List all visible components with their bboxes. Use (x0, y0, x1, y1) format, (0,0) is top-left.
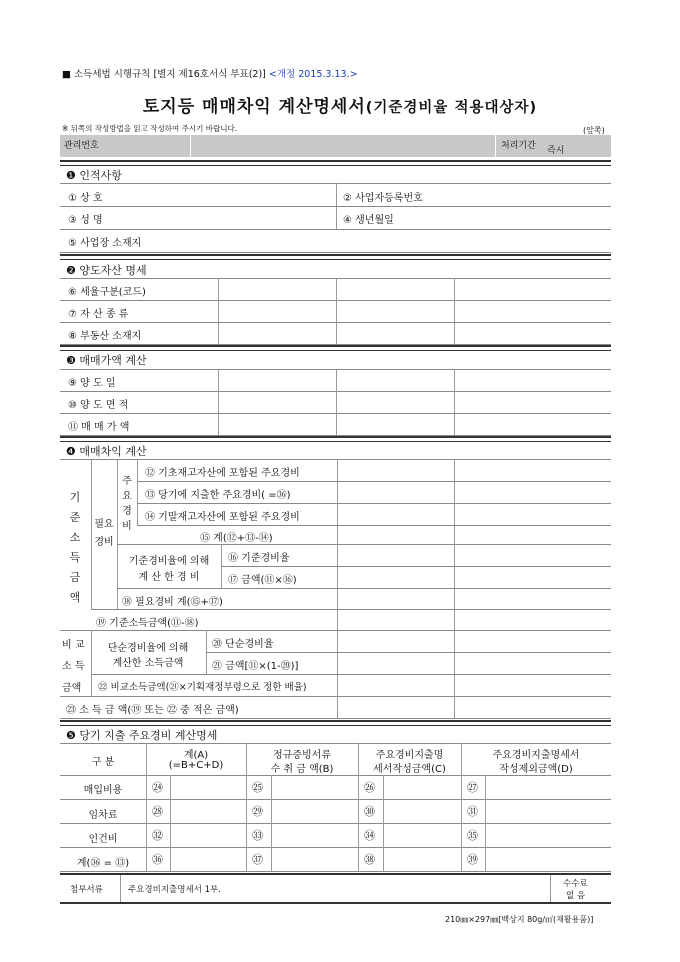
revision-link[interactable]: <개정 2015.3.13.> (268, 69, 358, 80)
col-c-header-2: 세서작성금액(C) (373, 764, 446, 775)
row-16-label: ⑯ 기준경비율 (228, 553, 290, 564)
cell-33: ㉝ (252, 829, 263, 842)
section-divider (60, 720, 611, 726)
cell-34: ㉞ (364, 829, 375, 842)
law-reference: ■ 소득세법 시행규칙 [별지 제16호서식 부표(2)] (62, 69, 266, 80)
sec1-title: ❶ 인적사항 (66, 169, 122, 182)
birthdate-label: ④ 생년월일 (343, 215, 394, 226)
management-bar (60, 135, 611, 157)
cmp-group-line1: 비 교 (62, 640, 85, 651)
cell-39: ㊴ (467, 853, 478, 866)
section-divider (60, 254, 611, 260)
row-15-label: ⑮ 계(⑫+⑬-⑭) (200, 533, 273, 544)
std-rate-group-line1: 기준경비율에 의해 (128, 556, 210, 567)
mgmt-no-label: 관리번호 (64, 141, 99, 151)
section-divider (60, 160, 611, 166)
row-14-label: ⑭ 기말재고자산에 포함된 주요경비 (145, 512, 300, 523)
person-name-label: ③ 성 명 (68, 215, 103, 226)
row-purchase-label: 매입비용 (83, 785, 123, 796)
row-18-label: ⑱ 필요경비 계(⑮+⑰) (122, 597, 223, 608)
row-21-label: ㉑ 금액[⑪×(1-⑳)] (212, 661, 299, 672)
main-expense-group-label: 주요경비 (122, 476, 132, 532)
period-value: 즉시 (547, 146, 565, 156)
section-divider (60, 436, 611, 442)
col-c-header-1: 주요경비지출명 (375, 750, 444, 761)
col-kind-header: 구 분 (91, 757, 115, 768)
cell-37: ㊲ (252, 853, 263, 866)
sec2-title: ❷ 양도자산 명세 (66, 264, 147, 277)
cmp-group-line2: 소 득 (62, 661, 85, 672)
cell-26: ㉖ (364, 781, 375, 794)
property-location-label: ⑧ 부동산 소재지 (68, 331, 142, 342)
workplace-address-label: ⑤ 사업장 소재지 (68, 238, 142, 249)
sec4-title: ❹ 매매차익 계산 (66, 445, 147, 458)
form-title (0, 92, 680, 117)
col-a-header-1: 계(A) (183, 750, 209, 761)
need-expense-group-label: 필요경비 (94, 519, 114, 548)
sale-price-label: ⑪ 매 매 가 액 (68, 422, 130, 433)
cell-25: ㉕ (252, 781, 263, 794)
trade-name-label: ① 상 호 (68, 193, 103, 204)
row-22-label: ㉒ 비교소득금액(㉑×기획재정부령으로 정한 배율) (98, 682, 307, 693)
row-17-label: ⑰ 금액(⑪×⑯) (228, 575, 297, 586)
cell-38: ㊳ (364, 853, 375, 866)
row-labor-label: 인건비 (88, 834, 118, 845)
simple-rate-group-line1: 단순경비율에 의해 (107, 643, 189, 654)
sec5-title: ❺ 당기 지출 주요경비 계산명세 (66, 729, 218, 742)
simple-rate-group-line2: 계산한 소득금액 (112, 658, 184, 669)
transfer-area-label: ⑩ 양 도 면 적 (68, 400, 129, 411)
instruction-note: ※ 뒤쪽의 작성방법을 읽고 작성하여 주시기 바랍니다. (62, 124, 238, 133)
fee-value: 없 음 (566, 891, 586, 901)
row-13-label: ⑬ 당기에 지출한 주요경비( =㊱) (145, 490, 291, 501)
cell-28: ㉘ (152, 805, 163, 818)
row-12-label: ⑫ 기초재고자산에 포함된 주요경비 (145, 468, 300, 479)
row-20-label: ⑳ 단순경비율 (212, 639, 274, 650)
title-sub: (기준경비율 적용대상자) (365, 100, 538, 116)
row-23-label: ㉓ 소 득 금 액(⑲ 또는 ㉒ 중 적은 금액) (66, 705, 239, 716)
section-divider (60, 345, 611, 351)
cell-30: ㉚ (364, 805, 375, 818)
form-header (62, 66, 358, 80)
col-d-header-1: 주요경비지출명세서 (492, 750, 580, 761)
col-b-header-2: 수 취 금 액(B) (270, 764, 334, 775)
attachment-label: 첨부서류 (70, 885, 103, 895)
paper-spec: 210㎜×297㎜[백상지 80g/㎡(재활용품)] (445, 915, 594, 924)
std-rate-group-line2: 계 산 한 경 비 (138, 572, 200, 583)
cell-36: ㊱ (152, 853, 163, 866)
cell-31: ㉛ (467, 805, 478, 818)
fee-label: 수수료 (563, 879, 588, 889)
cell-35: ㉟ (467, 829, 478, 842)
cell-27: ㉗ (467, 781, 478, 794)
cell-24: ㉔ (152, 781, 163, 794)
transfer-date-label: ⑨ 양 도 일 (68, 378, 116, 389)
asset-type-label: ⑦ 자 산 종 류 (68, 309, 129, 320)
cmp-group-line3: 금액 (62, 683, 82, 694)
period-label: 처리기간 (501, 141, 536, 151)
row-19-label: ⑲ 기준소득금액(⑪-⑱) (96, 618, 199, 629)
title-main: 토지등 매매차익 계산명세서 (142, 97, 366, 117)
col-b-header-1: 정규증빙서류 (273, 750, 331, 761)
biz-reg-label: ② 사업자등록번호 (343, 193, 423, 204)
cell-29: ㉙ (252, 805, 263, 818)
row-total-label: 계(㊱ = ⑬) (76, 858, 130, 869)
front-side-label: (앞쪽) (583, 126, 605, 135)
std-income-group-label: 기준소득금액 (69, 491, 81, 604)
attachment-value: 주요경비지출명세서 1부. (128, 885, 221, 895)
row-rent-label: 임차료 (88, 810, 118, 821)
sec3-title: ❸ 매매가액 계산 (66, 354, 147, 367)
col-a-header-2: (=B+C+D) (168, 760, 224, 771)
cell-32: ㉜ (152, 829, 163, 842)
tax-rate-code-label: ⑥ 세율구분(코드) (68, 287, 146, 298)
col-d-header-2: 작성제외금액(D) (499, 764, 573, 775)
